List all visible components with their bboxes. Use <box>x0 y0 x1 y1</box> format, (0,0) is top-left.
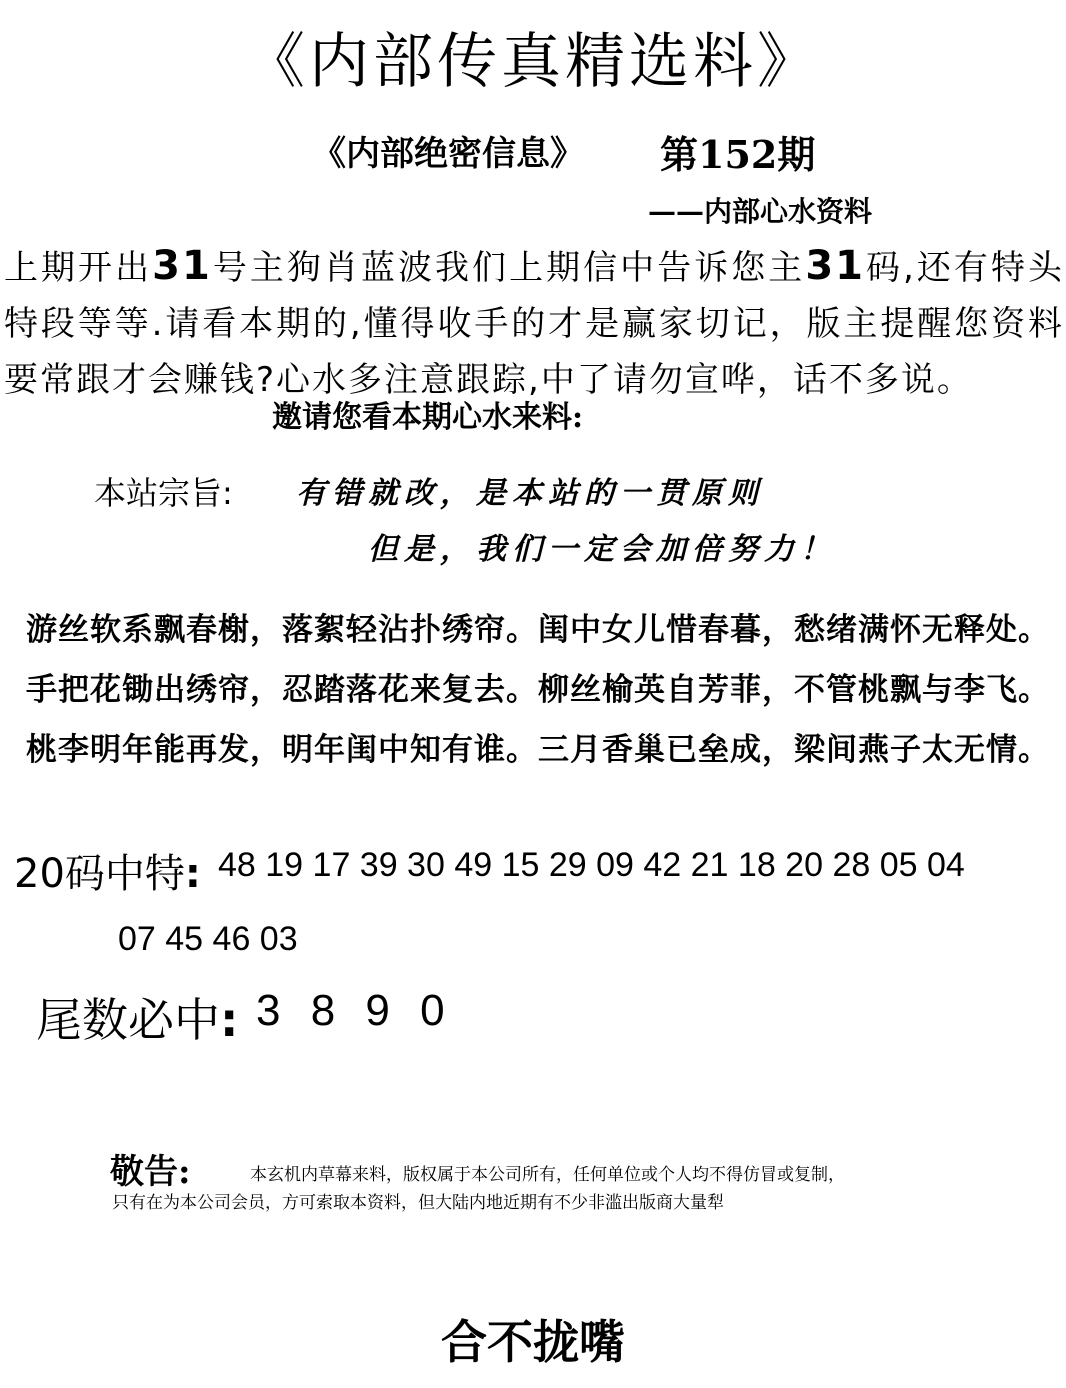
mission-label: 本站宗旨: <box>94 474 233 512</box>
tail-label <box>36 984 238 1050</box>
poem-line: 游丝软系飘春榭，落絮轻沾扑绣帘。闺中女儿惜春暮，愁绪满怀无释处。 <box>26 612 1050 648</box>
source-label: ——内部心水资料 <box>648 195 873 228</box>
intro-text-2: 号主狗肖蓝波我们上期信中告诉您主 <box>211 248 806 288</box>
tail-label-text: 尾数必中 <box>36 993 220 1047</box>
issue-number: 第152期 <box>660 132 816 177</box>
subtitle: 《内部绝密信息》 <box>312 134 584 174</box>
numbers-line-2: 07 45 46 03 <box>118 920 298 958</box>
intro-paragraph <box>4 238 1064 408</box>
poem-line: 手把花锄出绣帘，忍踏落花来复去。柳丝榆英自芳菲，不管桃飘与李飞。 <box>26 672 1050 708</box>
tail-digits: 3 8 9 0 <box>256 986 445 1035</box>
poem-line: 桃李明年能再发，明年闺中知有谁。三月香巢已垒成，梁间燕子太无情。 <box>26 732 1050 768</box>
numbers-label <box>14 842 201 899</box>
intro-text-3: 码,还有特头特段等等.请看本期的,懂得收手的才是赢家切记，版主提醒您资料要常跟才会赚钱?心水多注意跟踪,中了请勿宣哗，话不多说。 <box>4 248 1064 400</box>
intro-number-2: 31 <box>805 243 865 289</box>
invite-line: 邀请您看本期心水来料: <box>272 400 584 435</box>
notice-line-2: 只有在为本公司会员，方可索取本资料，但大陆内地近期有不少非滥出版商大量犁 <box>112 1193 724 1213</box>
intro-text-1: 上期开出 <box>4 248 153 288</box>
numbers-colon: : <box>184 851 201 897</box>
intro-number-1: 31 <box>152 243 212 289</box>
page-title: 《内部传真精选料》 <box>245 27 821 97</box>
numbers-line-1: 48 19 17 39 30 49 15 29 09 42 21 18 20 28 05 04 <box>218 846 965 884</box>
mission-line-1: 有错就改，是本站的一贯原则 <box>296 476 764 511</box>
notice-line-1: 本玄机内草幕来料，版权属于本公司所有，任何单位或个人均不得仿冒或复制， <box>250 1165 845 1185</box>
notice-label: 敬告: <box>110 1152 191 1192</box>
footer-text: 合不拢嘴 <box>441 1315 625 1369</box>
numbers-label-text: 20码中特 <box>14 851 185 897</box>
tail-colon: : <box>220 993 239 1047</box>
mission-line-2: 但是，我们一定会加倍努力！ <box>368 532 836 567</box>
